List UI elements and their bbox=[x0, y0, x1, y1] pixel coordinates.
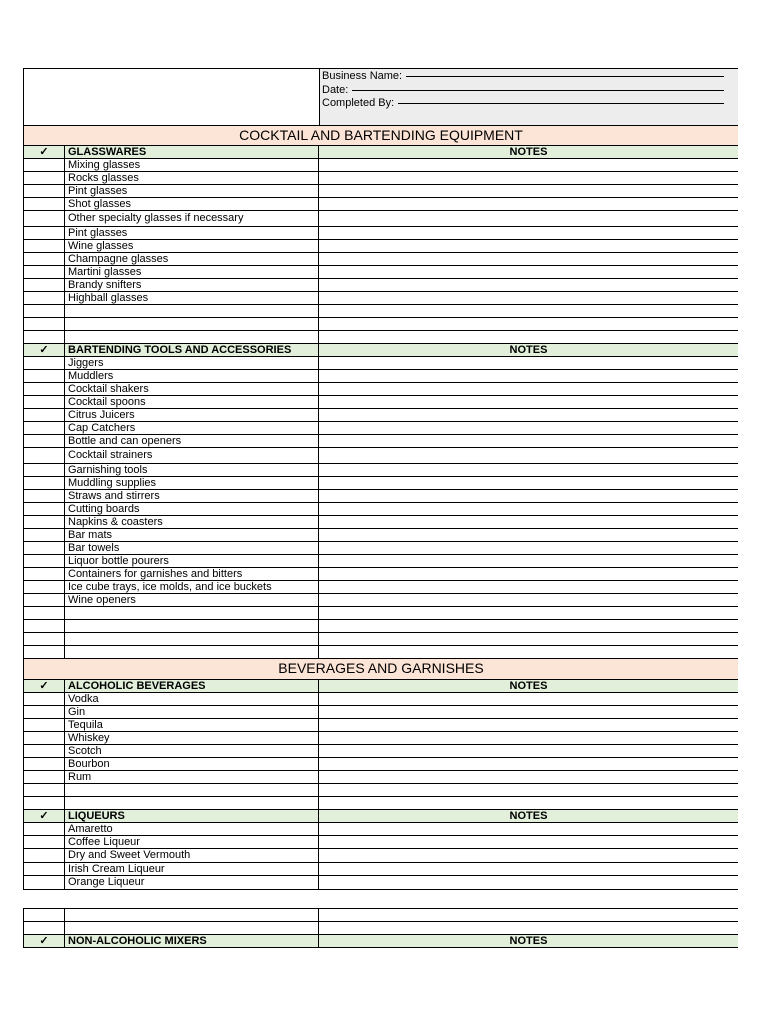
item-label bbox=[65, 331, 319, 343]
item-label: Brandy snifters bbox=[65, 279, 319, 291]
notes-cell[interactable] bbox=[319, 758, 738, 770]
item-label bbox=[65, 909, 319, 921]
notes-header: NOTES bbox=[509, 935, 548, 947]
checkbox-cell[interactable] bbox=[23, 422, 65, 434]
date-field[interactable] bbox=[322, 84, 724, 98]
checklist-row bbox=[23, 396, 738, 409]
checkbox-cell[interactable] bbox=[23, 279, 65, 291]
notes-cell[interactable] bbox=[319, 823, 738, 835]
checkbox-cell[interactable] bbox=[23, 305, 65, 317]
notes-cell[interactable] bbox=[319, 305, 738, 317]
business-name-line[interactable] bbox=[406, 76, 724, 77]
notes-cell[interactable] bbox=[319, 568, 738, 580]
item-label bbox=[65, 784, 319, 796]
checklist-row bbox=[23, 422, 738, 435]
notes-cell[interactable] bbox=[319, 706, 738, 718]
checklist-row bbox=[23, 383, 738, 396]
checklist-row bbox=[23, 305, 738, 318]
item-label: Tequila bbox=[65, 719, 319, 731]
notes-cell[interactable] bbox=[319, 357, 738, 369]
notes-cell[interactable] bbox=[319, 620, 738, 632]
category-label: BARTENDING TOOLS AND ACCESSORIES bbox=[65, 344, 319, 356]
item-label: Dry and Sweet Vermouth bbox=[65, 849, 319, 862]
checklist-row bbox=[23, 646, 738, 659]
notes-cell[interactable] bbox=[319, 331, 738, 343]
item-label: Rocks glasses bbox=[65, 172, 319, 184]
notes-cell[interactable] bbox=[319, 266, 738, 278]
notes-cell[interactable] bbox=[319, 646, 738, 658]
checkbox-cell[interactable] bbox=[23, 370, 65, 382]
notes-cell[interactable] bbox=[319, 581, 738, 593]
category-header-row bbox=[23, 146, 738, 159]
checklist-row bbox=[23, 185, 738, 198]
item-label: Cocktail shakers bbox=[65, 383, 319, 395]
item-label: Coffee Liqueur bbox=[65, 836, 319, 848]
notes-header: NOTES bbox=[509, 146, 548, 158]
checkbox-cell[interactable] bbox=[23, 594, 65, 606]
checkbox-cell[interactable] bbox=[23, 331, 65, 343]
item-label: Gin bbox=[65, 706, 319, 718]
checklist-sheet bbox=[23, 68, 738, 948]
checkbox-cell[interactable] bbox=[23, 357, 65, 369]
checklist-row bbox=[23, 279, 738, 292]
checkbox-cell[interactable] bbox=[23, 823, 65, 835]
item-label: Bar towels bbox=[65, 542, 319, 554]
notes-cell[interactable] bbox=[319, 448, 738, 463]
category-header-row bbox=[23, 344, 738, 357]
checkbox-cell[interactable] bbox=[23, 797, 65, 809]
checklist-row bbox=[23, 620, 738, 633]
checkbox-cell[interactable] bbox=[23, 607, 65, 619]
notes-cell[interactable] bbox=[319, 542, 738, 554]
checkbox-cell[interactable] bbox=[23, 542, 65, 554]
checklist-row bbox=[23, 227, 738, 240]
item-label: Muddlers bbox=[65, 370, 319, 382]
notes-cell[interactable] bbox=[319, 253, 738, 265]
checklist-row bbox=[23, 745, 738, 758]
item-label: Bar mats bbox=[65, 529, 319, 541]
notes-cell[interactable] bbox=[319, 922, 738, 934]
notes-cell[interactable] bbox=[319, 198, 738, 210]
item-label: Pint glasses bbox=[65, 185, 319, 197]
item-label: Muddling supplies bbox=[65, 477, 319, 489]
checklist-row bbox=[23, 909, 738, 922]
checklist-row bbox=[23, 863, 738, 876]
item-label: Whiskey bbox=[65, 732, 319, 744]
checkbox-cell[interactable] bbox=[23, 503, 65, 515]
checkbox-cell[interactable] bbox=[23, 266, 65, 278]
checkbox-cell[interactable] bbox=[23, 732, 65, 744]
checkbox-cell[interactable] bbox=[23, 198, 65, 210]
category-header-row bbox=[23, 680, 738, 693]
item-label: Jiggers bbox=[65, 357, 319, 369]
checklist-row bbox=[23, 849, 738, 863]
item-label: Other specialty glasses if necessary bbox=[65, 211, 319, 226]
item-label: Cutting boards bbox=[65, 503, 319, 515]
category-label: LIQUEURS bbox=[65, 810, 319, 822]
notes-cell[interactable] bbox=[319, 719, 738, 731]
checklist-row bbox=[23, 240, 738, 253]
checklist-row bbox=[23, 542, 738, 555]
checklist-row bbox=[23, 448, 738, 464]
header-block bbox=[23, 68, 738, 126]
checklist-body bbox=[23, 126, 738, 948]
checklist-row bbox=[23, 732, 738, 745]
checkbox-cell[interactable] bbox=[23, 836, 65, 848]
checkbox-cell[interactable] bbox=[23, 706, 65, 718]
notes-cell[interactable] bbox=[319, 490, 738, 502]
notes-cell[interactable] bbox=[319, 159, 738, 171]
notes-cell[interactable] bbox=[319, 240, 738, 252]
business-name-label: Business Name: bbox=[322, 70, 403, 82]
checklist-row bbox=[23, 370, 738, 383]
notes-cell[interactable] bbox=[319, 172, 738, 184]
checklist-row bbox=[23, 771, 738, 784]
check-column-header: ✓ bbox=[23, 146, 65, 158]
checklist-row bbox=[23, 159, 738, 172]
checklist-row bbox=[23, 633, 738, 646]
item-label: Bourbon bbox=[65, 758, 319, 770]
notes-cell[interactable] bbox=[319, 784, 738, 796]
notes-cell[interactable] bbox=[319, 185, 738, 197]
checkbox-cell[interactable] bbox=[23, 211, 65, 226]
checkbox-cell[interactable] bbox=[23, 909, 65, 921]
date-label: Date: bbox=[322, 83, 349, 96]
category-label: ALCOHOLIC BEVERAGES bbox=[65, 680, 319, 692]
completed-by-label: Completed By: bbox=[322, 97, 395, 109]
checkbox-cell[interactable] bbox=[23, 529, 65, 541]
notes-cell[interactable] bbox=[319, 732, 738, 744]
item-label: Cap Catchers bbox=[65, 422, 319, 434]
notes-cell[interactable] bbox=[319, 503, 738, 515]
check-column-header: ✓ bbox=[23, 935, 65, 947]
checkbox-cell[interactable] bbox=[23, 464, 65, 476]
item-label bbox=[65, 305, 319, 317]
checkbox-cell[interactable] bbox=[23, 435, 65, 447]
notes-cell[interactable] bbox=[319, 555, 738, 567]
checkbox-cell[interactable] bbox=[23, 568, 65, 580]
checklist-row bbox=[23, 607, 738, 620]
checklist-row bbox=[23, 719, 738, 732]
item-label: Scotch bbox=[65, 745, 319, 757]
item-label: Highball glasses bbox=[65, 292, 319, 304]
notes-cell[interactable] bbox=[319, 292, 738, 304]
checkbox-cell[interactable] bbox=[23, 172, 65, 184]
header-blank-cell bbox=[24, 69, 320, 125]
checkbox-cell[interactable] bbox=[23, 745, 65, 757]
notes-cell[interactable] bbox=[319, 516, 738, 528]
notes-cell[interactable] bbox=[319, 607, 738, 619]
checkbox-cell[interactable] bbox=[23, 396, 65, 408]
checklist-row bbox=[23, 581, 738, 594]
checkbox-cell[interactable] bbox=[23, 620, 65, 632]
item-label: Mixing glasses bbox=[65, 159, 319, 171]
section-banner: COCKTAIL AND BARTENDING EQUIPMENT bbox=[23, 126, 738, 146]
item-label: Citrus Juicers bbox=[65, 409, 319, 421]
completed-by-line[interactable] bbox=[398, 103, 724, 104]
checklist-row bbox=[23, 758, 738, 771]
checkbox-cell[interactable] bbox=[23, 185, 65, 197]
notes-cell[interactable] bbox=[319, 836, 738, 848]
item-label: Wine openers bbox=[65, 594, 319, 606]
item-label: Vodka bbox=[65, 693, 319, 705]
business-name-field[interactable] bbox=[322, 70, 724, 84]
item-label: Amaretto bbox=[65, 823, 319, 835]
checkbox-cell[interactable] bbox=[23, 758, 65, 770]
checklist-row bbox=[23, 594, 738, 607]
notes-cell[interactable] bbox=[319, 909, 738, 921]
checklist-row bbox=[23, 503, 738, 516]
notes-cell[interactable] bbox=[319, 633, 738, 645]
item-label: Wine glasses bbox=[65, 240, 319, 252]
notes-cell[interactable] bbox=[319, 464, 738, 476]
notes-cell[interactable] bbox=[319, 771, 738, 783]
checklist-row bbox=[23, 253, 738, 266]
item-label: Liquor bottle pourers bbox=[65, 555, 319, 567]
checklist-row bbox=[23, 357, 738, 370]
checklist-row bbox=[23, 784, 738, 797]
item-label bbox=[65, 620, 319, 632]
item-label: Pint glasses bbox=[65, 227, 319, 239]
checkbox-cell[interactable] bbox=[23, 876, 65, 889]
notes-header: NOTES bbox=[509, 680, 548, 692]
checklist-row bbox=[23, 529, 738, 542]
checklist-row bbox=[23, 318, 738, 331]
completed-by-field[interactable] bbox=[322, 97, 724, 111]
checklist-row bbox=[23, 292, 738, 305]
item-label bbox=[65, 318, 319, 330]
item-label bbox=[65, 646, 319, 658]
checklist-row bbox=[23, 555, 738, 568]
item-label: Containers for garnishes and bitters bbox=[65, 568, 319, 580]
notes-cell[interactable] bbox=[319, 693, 738, 705]
notes-cell[interactable] bbox=[319, 211, 738, 226]
checkbox-cell[interactable] bbox=[23, 555, 65, 567]
notes-cell[interactable] bbox=[319, 876, 738, 889]
checklist-row bbox=[23, 706, 738, 719]
checklist-row bbox=[23, 198, 738, 211]
checkbox-cell[interactable] bbox=[23, 292, 65, 304]
checkbox-cell[interactable] bbox=[23, 516, 65, 528]
item-label: Garnishing tools bbox=[65, 464, 319, 476]
checklist-row bbox=[23, 836, 738, 849]
checkbox-cell[interactable] bbox=[23, 227, 65, 239]
date-line[interactable] bbox=[352, 90, 724, 91]
item-label: Orange Liqueur bbox=[65, 876, 319, 889]
checkbox-cell[interactable] bbox=[23, 633, 65, 645]
notes-header: NOTES bbox=[509, 344, 548, 356]
notes-cell[interactable] bbox=[319, 422, 738, 434]
header-info bbox=[320, 69, 738, 125]
checklist-row bbox=[23, 435, 738, 448]
checklist-row bbox=[23, 172, 738, 185]
notes-cell[interactable] bbox=[319, 383, 738, 395]
item-label: Bottle and can openers bbox=[65, 435, 319, 447]
checkbox-cell[interactable] bbox=[23, 253, 65, 265]
checklist-row bbox=[23, 693, 738, 706]
checkbox-cell[interactable] bbox=[23, 159, 65, 171]
spacer bbox=[23, 890, 738, 908]
item-label: Irish Cream Liqueur bbox=[65, 863, 319, 875]
check-column-header: ✓ bbox=[23, 680, 65, 692]
checkbox-cell[interactable] bbox=[23, 477, 65, 489]
checklist-row bbox=[23, 516, 738, 529]
notes-cell[interactable] bbox=[319, 477, 738, 489]
check-column-header: ✓ bbox=[23, 344, 65, 356]
notes-cell[interactable] bbox=[319, 435, 738, 447]
notes-cell[interactable] bbox=[319, 409, 738, 421]
item-label: Napkins & coasters bbox=[65, 516, 319, 528]
category-label: NON-ALCOHOLIC MIXERS bbox=[65, 935, 319, 947]
checklist-row bbox=[23, 266, 738, 279]
checkbox-cell[interactable] bbox=[23, 693, 65, 705]
item-label: Martini glasses bbox=[65, 266, 319, 278]
checklist-row bbox=[23, 211, 738, 227]
item-label bbox=[65, 922, 319, 934]
checkbox-cell[interactable] bbox=[23, 849, 65, 862]
item-label: Cocktail spoons bbox=[65, 396, 319, 408]
checkbox-cell[interactable] bbox=[23, 490, 65, 502]
notes-cell[interactable] bbox=[319, 594, 738, 606]
checklist-row bbox=[23, 409, 738, 422]
notes-cell[interactable] bbox=[319, 318, 738, 330]
notes-cell[interactable] bbox=[319, 529, 738, 541]
item-label: Shot glasses bbox=[65, 198, 319, 210]
notes-cell[interactable] bbox=[319, 227, 738, 239]
checklist-row bbox=[23, 568, 738, 581]
checkbox-cell[interactable] bbox=[23, 581, 65, 593]
category-label: GLASSWARES bbox=[65, 146, 319, 158]
notes-header: NOTES bbox=[509, 810, 548, 822]
item-label: Champagne glasses bbox=[65, 253, 319, 265]
notes-cell[interactable] bbox=[319, 396, 738, 408]
notes-cell[interactable] bbox=[319, 863, 738, 875]
check-column-header: ✓ bbox=[23, 810, 65, 822]
item-label bbox=[65, 633, 319, 645]
checkbox-cell[interactable] bbox=[23, 318, 65, 330]
checklist-row bbox=[23, 464, 738, 477]
checkbox-cell[interactable] bbox=[23, 240, 65, 252]
checklist-row bbox=[23, 331, 738, 344]
checkbox-cell[interactable] bbox=[23, 646, 65, 658]
notes-cell[interactable] bbox=[319, 279, 738, 291]
checklist-row bbox=[23, 477, 738, 490]
item-label bbox=[65, 607, 319, 619]
checkbox-cell[interactable] bbox=[23, 448, 65, 463]
notes-cell[interactable] bbox=[319, 797, 738, 809]
item-label bbox=[65, 797, 319, 809]
checkbox-cell[interactable] bbox=[23, 863, 65, 875]
checklist-row bbox=[23, 823, 738, 836]
checkbox-cell[interactable] bbox=[23, 771, 65, 783]
checkbox-cell[interactable] bbox=[23, 383, 65, 395]
notes-cell[interactable] bbox=[319, 370, 738, 382]
checklist-row bbox=[23, 490, 738, 503]
checklist-row bbox=[23, 797, 738, 810]
checklist-row bbox=[23, 876, 738, 890]
item-label: Ice cube trays, ice molds, and ice buckets bbox=[65, 581, 319, 593]
item-label: Rum bbox=[65, 771, 319, 783]
item-label: Straws and stirrers bbox=[65, 490, 319, 502]
checkbox-cell[interactable] bbox=[23, 719, 65, 731]
item-label: Cocktail strainers bbox=[65, 448, 319, 463]
notes-cell[interactable] bbox=[319, 745, 738, 757]
section-banner: BEVERAGES AND GARNISHES bbox=[23, 659, 738, 680]
checklist-row bbox=[23, 922, 738, 935]
notes-cell[interactable] bbox=[319, 849, 738, 862]
category-header-row bbox=[23, 810, 738, 823]
checkbox-cell[interactable] bbox=[23, 922, 65, 934]
checkbox-cell[interactable] bbox=[23, 784, 65, 796]
category-header-row bbox=[23, 935, 738, 948]
checkbox-cell[interactable] bbox=[23, 409, 65, 421]
